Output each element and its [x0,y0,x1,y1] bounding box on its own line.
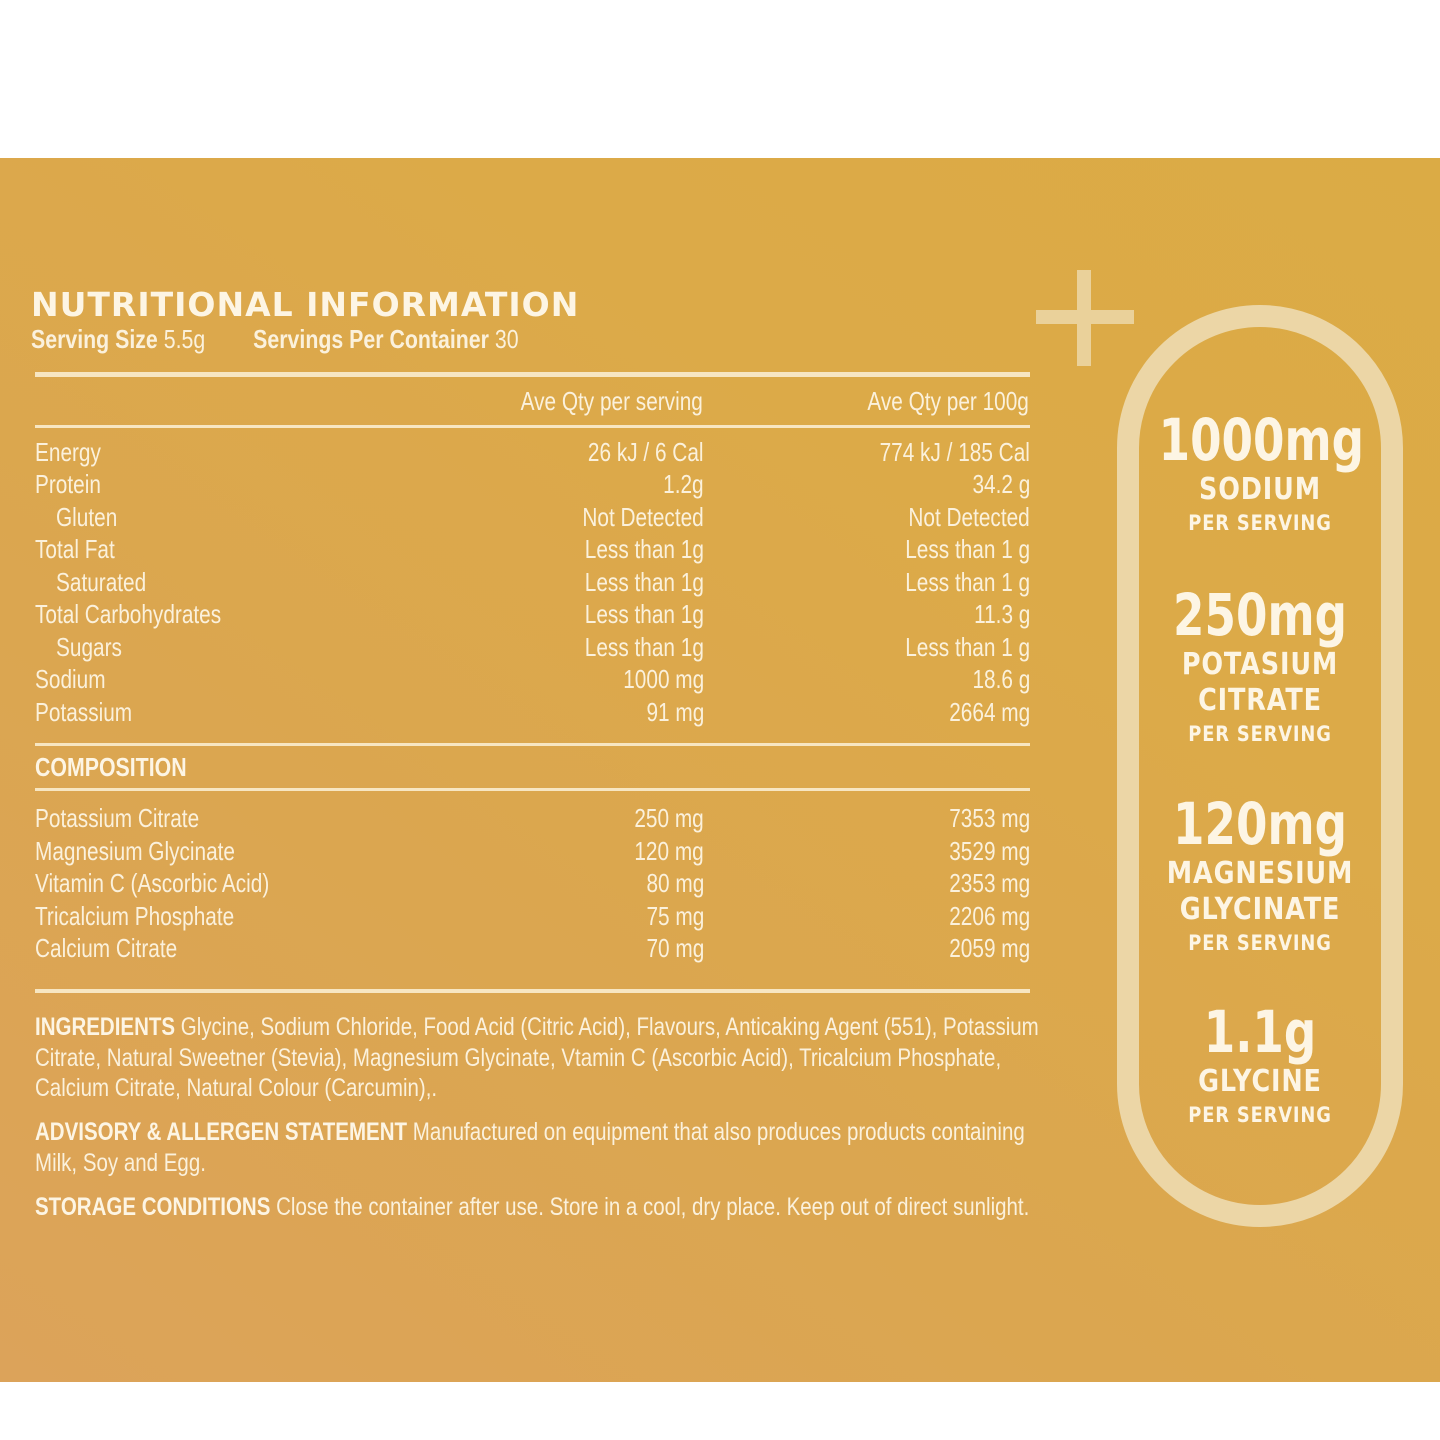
nutrient-label: Potassium [35,697,133,727]
per-100g-value: 2206 mg [949,901,1030,931]
per-serving-value: 1000 mg [623,664,704,694]
nutrient-label: Gluten [56,502,118,532]
serving-size-value: 5.5g [163,324,206,354]
table-row [35,469,1030,501]
composition-label: Vitamin C (Ascorbic Acid) [35,868,270,898]
divider-top [35,372,1030,377]
column-header-per-serving: Ave Qty per serving [520,386,703,416]
per-100g-value: 18.6 g [972,664,1030,694]
highlight-amount: 1000mg [1158,406,1365,474]
table-row [35,534,1030,566]
highlight-name: GLYCINE [1198,1064,1322,1099]
serving-size-label: Serving Size [31,324,158,354]
ingredients-statement [35,1012,1060,1104]
advisory-text: Manufactured on equipment that also produces products containing Milk, Soy and Egg. [35,1118,1025,1177]
highlight-sodium [1130,408,1390,538]
per-serving-value: Not Detected [582,502,704,532]
table-row [35,567,1030,599]
divider-composition-bottom [35,788,1030,791]
table-row [35,664,1030,696]
table-row [35,632,1030,664]
per-serving-value: Less than 1g [584,534,704,564]
composition-heading: COMPOSITION [35,752,187,782]
table-row [35,697,1030,729]
divider-header [35,425,1030,428]
highlight-amount: 120mg [1173,790,1347,858]
divider-ingredients [35,989,1030,993]
per-100g-value: Not Detected [908,502,1030,532]
nutrient-label: Sugars [56,632,122,662]
nutrient-label: Protein [35,469,101,499]
nutrient-label: Total Fat [35,534,115,564]
composition-label: Tricalcium Phosphate [35,901,235,931]
table-row [35,933,1030,965]
composition-label: Calcium Citrate [35,933,178,963]
per-serving-value: Less than 1g [584,632,704,662]
per-100g-value: 774 kJ / 185 Cal [879,437,1030,467]
highlight-name-line2: GLYCINATE [1179,892,1341,927]
page-title: NUTRITIONAL INFORMATION [31,285,580,324]
composition-label: Magnesium Glycinate [35,836,235,866]
highlight-name-line2: CITRATE [1198,683,1322,718]
nutrient-label: Total Carbohydrates [35,599,222,629]
advisory-statement [35,1117,1060,1178]
table-row [35,836,1030,868]
nutrient-label: Saturated [56,567,147,597]
storage-text: Close the container after use. Store in a cool, dry place. Keep out of direct sunlight. [276,1193,1030,1221]
highlight-name: SODIUM [1199,472,1321,507]
highlight-magnesium-glycinate [1130,792,1390,958]
servings-per-container-value: 30 [494,324,519,354]
highlight-amount: 250mg [1173,581,1347,649]
per-100g-value: 11.3 g [973,599,1030,629]
nutrient-label: Sodium [35,664,106,694]
highlight-note: PER SERVING [1188,511,1332,535]
per-100g-value: Less than 1 g [905,567,1030,597]
per-serving-value: 26 kJ / 6 Cal [588,437,704,467]
advisory-label: ADVISORY & ALLERGEN STATEMENT [35,1118,408,1146]
servings-per-container-label: Servings Per Container [253,324,489,354]
table-row [35,803,1030,835]
per-100g-value: 7353 mg [949,803,1030,833]
per-serving-value: 91 mg [646,697,704,727]
highlight-potassium-citrate [1130,583,1390,749]
per-serving-value: 80 mg [646,868,704,898]
nutrient-label: Energy [35,437,101,467]
per-100g-value: Less than 1 g [905,632,1030,662]
ingredients-text: Glycine, Sodium Chloride, Food Acid (Citric Acid), Flavours, Anticaking Agent (551), Potassium Citrate, Natural Sweetner (Stevia), Magnesium Glycinate, Vtamin C (Ascorbic Acid), Tricalcium Phosphate, Calcium Citrate, Natural Colour (Carcumin),. [35,1013,1039,1102]
per-serving-value: 120 mg [634,836,704,866]
per-serving-value: 70 mg [646,933,704,963]
table-row [35,437,1030,469]
per-100g-value: Less than 1 g [905,534,1030,564]
divider-composition-top [35,743,1030,746]
composition-label: Potassium Citrate [35,803,200,833]
per-serving-value: 250 mg [634,803,704,833]
highlight-amount: 1.1g [1203,998,1317,1066]
highlight-note: PER SERVING [1188,1103,1332,1127]
highlight-name: MAGNESIUM [1166,856,1354,891]
table-row [35,868,1030,900]
highlight-name: POTASIUM [1181,647,1339,682]
per-serving-value: 75 mg [646,901,704,931]
ingredients-label: INGREDIENTS [35,1013,176,1041]
per-100g-value: 34.2 g [972,469,1030,499]
per-100g-value: 2664 mg [949,697,1030,727]
serving-info [31,324,519,355]
table-row [35,502,1030,534]
storage-statement [35,1192,1060,1223]
per-serving-value: 1.2g [663,469,704,499]
per-100g-value: 3529 mg [949,836,1030,866]
column-header-per-100g: Ave Qty per 100g [867,386,1029,416]
table-row [35,901,1030,933]
per-serving-value: Less than 1g [584,567,704,597]
per-serving-value: Less than 1g [584,599,704,629]
highlight-note: PER SERVING [1188,722,1332,746]
storage-label: STORAGE CONDITIONS [35,1193,271,1221]
table-row [35,599,1030,631]
highlight-note: PER SERVING [1188,931,1332,955]
highlight-glycine [1130,1000,1390,1130]
per-100g-value: 2353 mg [949,868,1030,898]
per-100g-value: 2059 mg [949,933,1030,963]
